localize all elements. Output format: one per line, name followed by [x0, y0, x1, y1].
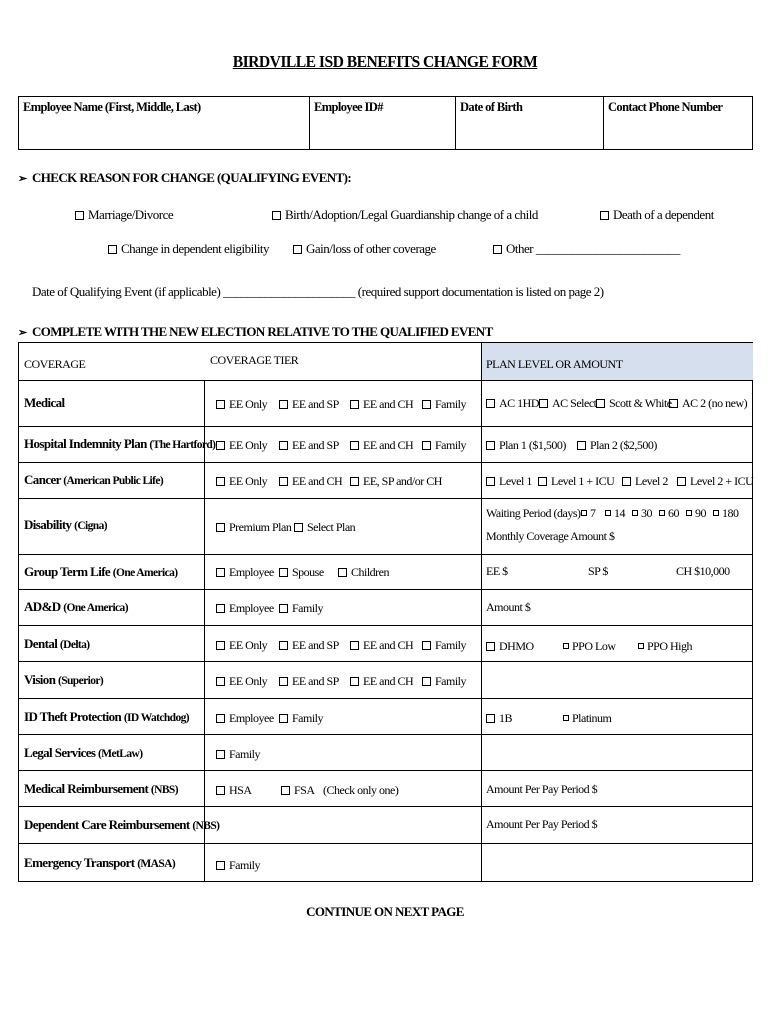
reason-marriage-option[interactable]: Marriage/Divorce	[75, 207, 173, 223]
arrow-icon: ➢	[18, 173, 27, 185]
row-vision-label: Vision (Superior)	[24, 672, 104, 687]
dental-tier-ee-ch[interactable]: EE and CH	[350, 638, 413, 653]
reason-gain-loss-option[interactable]: Gain/loss of other coverage	[293, 241, 436, 257]
date-of-birth-field[interactable]	[456, 97, 604, 149]
life-tier-children[interactable]: Children	[338, 565, 389, 580]
dental-tier-ee-only[interactable]: EE Only	[216, 638, 267, 653]
reason-eligibility-option[interactable]: Change in dependent eligibility	[108, 241, 269, 257]
life-tier-employee[interactable]: Employee	[216, 565, 274, 580]
medreimb-tier-hsa[interactable]: HSA	[216, 783, 252, 798]
hospital-tier-family[interactable]: Family	[422, 438, 466, 453]
reason-other-option[interactable]: Other ________________________	[493, 241, 680, 257]
add-amount[interactable]: Amount $	[486, 600, 531, 614]
checkbox-icon[interactable]	[493, 245, 502, 254]
cancer-tier-ee-only[interactable]: EE Only	[216, 474, 267, 489]
row-emergency-label: Emergency Transport (MASA)	[24, 855, 176, 870]
reason-death-option[interactable]: Death of a dependent	[600, 207, 714, 223]
form-title: BIRDVILLE ISD BENEFITS CHANGE FORM	[232, 52, 538, 71]
vision-tier-ee-only[interactable]: EE Only	[216, 674, 267, 689]
idtheft-tier-employee[interactable]: Employee	[216, 711, 274, 726]
cancer-plan-level1[interactable]: Level 1	[486, 474, 532, 489]
medical-tier-family[interactable]: Family	[422, 397, 466, 412]
dental-tier-ee-sp[interactable]: EE and SP	[279, 638, 339, 653]
col-coverage-header: COVERAGE	[24, 357, 86, 371]
add-tier-family[interactable]: Family	[279, 601, 323, 616]
contact-phone-label: Contact Phone Number	[608, 100, 723, 114]
medreimb-note: (Check only one)	[323, 783, 399, 797]
row-dental-label: Dental (Delta)	[24, 636, 90, 651]
row-cancer-label: Cancer (American Public Life)	[24, 472, 164, 487]
cancer-tier-ee-sp-ch[interactable]: EE, SP and/or CH	[350, 474, 442, 489]
disability-monthly-amount[interactable]: Monthly Coverage Amount $	[486, 529, 615, 543]
dental-plan-dhmo[interactable]: DHMO	[486, 639, 534, 654]
cancer-plan-level1-icu[interactable]: Level 1 + ICU	[538, 474, 614, 489]
medreimb-amount[interactable]: Amount Per Pay Period $	[486, 782, 598, 796]
disability-days-180[interactable]: 180	[713, 506, 739, 521]
row-hospital-label: Hospital Indemnity Plan (The Hartford)	[24, 436, 216, 451]
coverage-table	[18, 342, 753, 882]
cancer-tier-ee-ch[interactable]: EE and CH	[279, 474, 342, 489]
qualifying-event-date-line[interactable]: Date of Qualifying Event (if applicable) ______________________ (required support documentation is listed on page 2)	[32, 284, 604, 299]
medical-plan-ac-select[interactable]: AC Select	[539, 396, 597, 411]
add-tier-employee[interactable]: Employee	[216, 601, 274, 616]
employee-info-table	[18, 96, 753, 150]
disability-days-30[interactable]: 30	[632, 506, 652, 521]
vision-tier-ee-ch[interactable]: EE and CH	[350, 674, 413, 689]
cancer-plan-level2-icu[interactable]: Level 2 + ICU	[677, 474, 753, 489]
col-tier-header: COVERAGE TIER	[210, 353, 299, 367]
row-legal-label: Legal Services (MetLaw)	[24, 745, 143, 760]
row-idtheft-label: ID Theft Protection (ID Watchdog)	[24, 709, 189, 724]
idtheft-plan-platinum[interactable]: Platinum	[563, 711, 611, 726]
dental-plan-ppo-low[interactable]: PPO Low	[563, 639, 616, 654]
dental-plan-ppo-high[interactable]: PPO High	[638, 639, 692, 654]
contact-phone-field[interactable]	[604, 97, 752, 149]
continue-next-page: CONTINUE ON NEXT PAGE	[306, 904, 464, 919]
row-medreimb-label: Medical Reimbursement (NBS)	[24, 781, 178, 796]
checkbox-icon[interactable]	[600, 211, 609, 220]
disability-days-7[interactable]: 7	[581, 506, 596, 521]
emergency-tier-family[interactable]: Family	[216, 858, 260, 873]
life-ee-amount[interactable]: EE $	[486, 564, 508, 578]
election-heading: ➢ COMPLETE WITH THE NEW ELECTION RELATIVE TO THE QUALIFIED EVENT	[18, 324, 493, 339]
legal-tier-family[interactable]: Family	[216, 747, 260, 762]
hospital-plan-2[interactable]: Plan 2 ($2,500)	[577, 438, 657, 453]
disability-days-60[interactable]: 60	[659, 506, 679, 521]
reason-heading: ➢ CHECK REASON FOR CHANGE (QUALIFYING EVENT):	[18, 170, 352, 185]
col-plan-header: PLAN LEVEL OR AMOUNT	[486, 357, 623, 371]
date-of-birth-label: Date of Birth	[460, 100, 523, 114]
medical-tier-ee-only[interactable]: EE Only	[216, 397, 267, 412]
dental-tier-family[interactable]: Family	[422, 638, 466, 653]
medical-tier-ee-ch[interactable]: EE and CH	[350, 397, 413, 412]
checkbox-icon[interactable]	[108, 245, 117, 254]
disability-tier-select[interactable]: Select Plan	[294, 520, 355, 535]
hospital-tier-ee-sp[interactable]: EE and SP	[279, 438, 339, 453]
employee-id-field[interactable]	[310, 97, 456, 149]
cancer-plan-level2[interactable]: Level 2	[622, 474, 668, 489]
medreimb-tier-fsa[interactable]: FSA	[281, 783, 315, 798]
checkbox-icon[interactable]	[272, 211, 281, 220]
hospital-tier-ee-only[interactable]: EE Only	[216, 438, 267, 453]
life-sp-amount[interactable]: SP $	[588, 564, 608, 578]
row-life-label: Group Term Life (One America)	[24, 564, 178, 579]
disability-days-90[interactable]: 90	[686, 506, 706, 521]
medical-plan-ac1hd[interactable]: AC 1HD	[486, 396, 539, 411]
hospital-tier-ee-ch[interactable]: EE and CH	[350, 438, 413, 453]
disability-days-14[interactable]: 14	[605, 506, 625, 521]
vision-tier-ee-sp[interactable]: EE and SP	[279, 674, 339, 689]
row-depcare-label: Dependent Care Reimbursement (NBS)	[24, 817, 220, 832]
disability-tier-premium[interactable]: Premium Plan	[216, 520, 291, 535]
medical-tier-ee-sp[interactable]: EE and SP	[279, 397, 339, 412]
life-tier-spouse[interactable]: Spouse	[279, 565, 324, 580]
employee-name-label: Employee Name (First, Middle, Last)	[23, 100, 201, 114]
idtheft-plan-1b[interactable]: 1B	[486, 711, 512, 726]
medical-plan-ac2[interactable]: AC 2 (no new)	[669, 396, 747, 411]
life-ch-amount: CH $10,000	[676, 564, 730, 578]
idtheft-tier-family[interactable]: Family	[279, 711, 323, 726]
row-disability-label: Disability (Cigna)	[24, 517, 107, 532]
hospital-plan-1[interactable]: Plan 1 ($1,500)	[486, 438, 566, 453]
depcare-amount[interactable]: Amount Per Pay Period $	[486, 817, 598, 831]
employee-name-field[interactable]	[19, 97, 310, 149]
checkbox-icon[interactable]	[293, 245, 302, 254]
disability-waiting-period-label: Waiting Period (days)	[486, 506, 581, 520]
employee-id-label: Employee ID#	[314, 100, 383, 114]
medical-plan-scott-white[interactable]: Scott & White	[596, 396, 672, 411]
row-add-label: AD&D (One America)	[24, 599, 128, 614]
vision-tier-family[interactable]: Family	[422, 674, 466, 689]
checkbox-icon[interactable]	[75, 211, 84, 220]
row-medical-label: Medical	[24, 395, 65, 410]
reason-birth-option[interactable]: Birth/Adoption/Legal Guardianship change of a child	[272, 207, 538, 223]
arrow-icon: ➢	[18, 327, 27, 339]
